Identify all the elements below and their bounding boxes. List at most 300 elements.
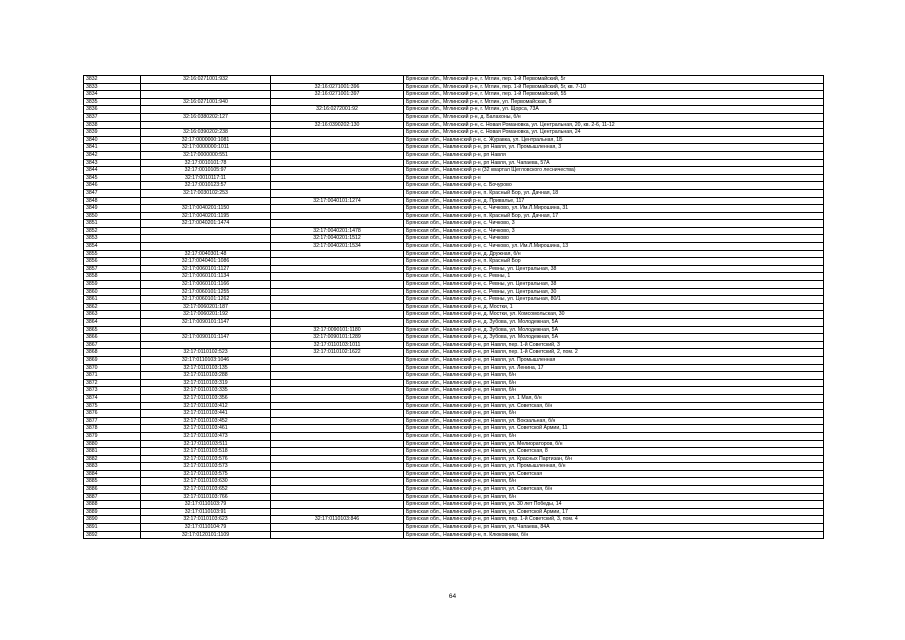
- cell-cadastral-number: 32:17:0110103:356: [141, 394, 271, 402]
- table-row: [84, 516, 824, 524]
- cell-cadastral-number: 32:17:0110103:623: [141, 516, 271, 524]
- cell-row-number: 3887: [84, 493, 141, 501]
- table-row: [84, 493, 824, 501]
- table-row: [84, 524, 824, 532]
- cell-linked-cadastral-number: [271, 508, 404, 516]
- cell-cadastral-number: [141, 243, 271, 251]
- table-row: [84, 151, 824, 159]
- cell-cadastral-number: 32:16:0380202:127: [141, 113, 271, 121]
- table-row: [84, 83, 824, 91]
- cell-address: Брянская обл., Мглинский р-н, с. Новая Романовка, ул. Центральная, 24: [404, 129, 824, 137]
- cell-address: Брянская обл., Мглинский р-н, г. Мглин, ул. Щорса, 73А: [404, 106, 824, 114]
- cell-linked-cadastral-number: [271, 387, 404, 395]
- cell-cadastral-number: 32:17:0110103:573: [141, 463, 271, 471]
- cell-cadastral-number: 32:16:0390202:238: [141, 129, 271, 137]
- cell-row-number: 3837: [84, 113, 141, 121]
- cell-row-number: 3861: [84, 296, 141, 304]
- table-row: [84, 425, 824, 433]
- table-row: [84, 227, 824, 235]
- cell-row-number: 3880: [84, 440, 141, 448]
- cell-linked-cadastral-number: [271, 493, 404, 501]
- cell-address: Брянская обл., Навлинский р-н, рп Навля, ул. Вокзальная, б/н: [404, 417, 824, 425]
- cell-row-number: 3832: [84, 76, 141, 84]
- cell-cadastral-number: 32:17:0040201:1150: [141, 205, 271, 213]
- cell-linked-cadastral-number: [271, 432, 404, 440]
- cell-row-number: 3891: [84, 524, 141, 532]
- cell-row-number: 3871: [84, 372, 141, 380]
- cell-address: Брянская обл., Навлинский р-н, д. Дружная, б/н: [404, 250, 824, 258]
- cell-address: Брянская обл., Навлинский р-н, рп Навля, ул. Мелиораторов, б/н: [404, 440, 824, 448]
- cell-cadastral-number: 32:17:0110103:652: [141, 486, 271, 494]
- cell-address: Брянская обл., Навлинский р-н, п. Красный Бор, ул. Дачная, 18: [404, 189, 824, 197]
- cell-cadastral-number: 32:17:0060101:1134: [141, 273, 271, 281]
- cell-row-number: 3882: [84, 455, 141, 463]
- table-row: [84, 463, 824, 471]
- cell-linked-cadastral-number: [271, 258, 404, 266]
- cell-cadastral-number: 32:17:0090101:1147: [141, 319, 271, 327]
- cell-cadastral-number: 32:17:0060201:192: [141, 311, 271, 319]
- cell-address: Брянская обл., Навлинский р-н, рп Навля, ул. Промышленная, 3: [404, 144, 824, 152]
- cell-address: Брянская обл., Навлинский р-н, с. Чичково: [404, 235, 824, 243]
- table-row: [84, 387, 824, 395]
- table-row: [84, 508, 824, 516]
- table-row: [84, 281, 824, 289]
- cell-row-number: 3835: [84, 98, 141, 106]
- cell-cadastral-number: 32:17:0110103:575: [141, 470, 271, 478]
- cell-address: Брянская обл., Навлинский р-н, рп Навля, б/н: [404, 493, 824, 501]
- table-row: [84, 273, 824, 281]
- table-row: [84, 311, 824, 319]
- cell-row-number: 3854: [84, 243, 141, 251]
- cell-row-number: 3889: [84, 508, 141, 516]
- table-row: [84, 319, 824, 327]
- cell-address: Брянская обл., Навлинский р-н, рп Навля, ул. Советская: [404, 470, 824, 478]
- table-row: [84, 288, 824, 296]
- cell-row-number: 3845: [84, 174, 141, 182]
- cell-linked-cadastral-number: [271, 470, 404, 478]
- cell-row-number: 3836: [84, 106, 141, 114]
- cell-address: Брянская обл., Навлинский р-н, рп Навля, ул. 1 Мая, б/н: [404, 394, 824, 402]
- cell-cadastral-number: [141, 106, 271, 114]
- table-row: [84, 250, 824, 258]
- cell-cadastral-number: 32:17:0010117:11: [141, 174, 271, 182]
- cell-row-number: 3875: [84, 402, 141, 410]
- cell-address: Брянская обл., Навлинский р-н, д. Зубова, ул. Молодежная, 5А: [404, 334, 824, 342]
- table-row: [84, 243, 824, 251]
- cell-linked-cadastral-number: [271, 478, 404, 486]
- cell-row-number: 3849: [84, 205, 141, 213]
- cell-row-number: 3884: [84, 470, 141, 478]
- cell-linked-cadastral-number: 32:17:0040201:1512: [271, 235, 404, 243]
- cell-linked-cadastral-number: 32:16:0272001:92: [271, 106, 404, 114]
- cell-address: Брянская обл., Навлинский р-н, рп Навля, пер. 1-й Советский, 3, пом. 4: [404, 516, 824, 524]
- cell-linked-cadastral-number: [271, 265, 404, 273]
- table-row: [84, 144, 824, 152]
- cell-linked-cadastral-number: 32:17:0040201:1478: [271, 227, 404, 235]
- cell-cadastral-number: [141, 235, 271, 243]
- cell-linked-cadastral-number: 32:17:0110103:846: [271, 516, 404, 524]
- table-row: [84, 402, 824, 410]
- cell-address: Брянская обл., Навлинский р-н, с. Ревны, 1: [404, 273, 824, 281]
- cell-cadastral-number: 32:17:0060101:1166: [141, 281, 271, 289]
- cell-address: Брянская обл., Навлинский р-н, д. Зубова, ул. Молодежная, 5А: [404, 326, 824, 334]
- cell-cadastral-number: [141, 83, 271, 91]
- cell-linked-cadastral-number: [271, 303, 404, 311]
- cell-address: Брянская обл., Навлинский р-н, п. Клюковники, б/н: [404, 531, 824, 539]
- cell-row-number: 3846: [84, 182, 141, 190]
- cell-row-number: 3833: [84, 83, 141, 91]
- cell-address: Брянская обл., Навлинский р-н, с. Чичково, 3: [404, 220, 824, 228]
- cell-linked-cadastral-number: [271, 151, 404, 159]
- cell-address: Брянская обл., Навлинский р-н, д. Привалье, 117: [404, 197, 824, 205]
- table-row: [84, 440, 824, 448]
- cell-cadastral-number: [141, 121, 271, 129]
- cell-cadastral-number: 32:17:0110103:452: [141, 417, 271, 425]
- cell-address: Брянская обл., Навлинский р-н, п. Красный Бор, ул. Дачная, 17: [404, 212, 824, 220]
- table-row: [84, 531, 824, 539]
- cell-address: Брянская обл., Навлинский р-н, п. Красный Бор: [404, 258, 824, 266]
- table-row: [84, 448, 824, 456]
- cell-row-number: 3890: [84, 516, 141, 524]
- cell-address: Брянская обл., Навлинский р-н, рп Навля, ул. Советская, б/н: [404, 486, 824, 494]
- cell-address: Брянская обл., Навлинский р-н (32 квартал Щегловского лесничества): [404, 167, 824, 175]
- cell-cadastral-number: 32:17:0110103:135: [141, 364, 271, 372]
- cell-linked-cadastral-number: [271, 220, 404, 228]
- cell-linked-cadastral-number: [271, 402, 404, 410]
- cell-row-number: 3856: [84, 258, 141, 266]
- cell-linked-cadastral-number: [271, 319, 404, 327]
- cell-linked-cadastral-number: [271, 98, 404, 106]
- cell-row-number: 3864: [84, 319, 141, 327]
- cell-address: Брянская обл., Навлинский р-н, с. Чичково, ул. Им.Л.Мирошина, 31: [404, 205, 824, 213]
- cell-row-number: 3872: [84, 379, 141, 387]
- cell-row-number: 3842: [84, 151, 141, 159]
- cell-row-number: 3877: [84, 417, 141, 425]
- cell-linked-cadastral-number: 32:17:0090101:1289: [271, 334, 404, 342]
- cell-row-number: 3857: [84, 265, 141, 273]
- table-row: [84, 356, 824, 364]
- cell-row-number: 3868: [84, 349, 141, 357]
- cell-linked-cadastral-number: [271, 379, 404, 387]
- cell-cadastral-number: 32:17:0040401:1086: [141, 258, 271, 266]
- cell-address: Брянская обл., Навлинский р-н, рп Навля: [404, 151, 824, 159]
- cell-cadastral-number: 32:17:0110104:79: [141, 524, 271, 532]
- cell-address: Брянская обл., Навлинский р-н, рп Навля, пер. 1-й Советский, 2, пом. 2: [404, 349, 824, 357]
- cell-address: Брянская обл., Мглинский р-н, д. Балахоны, б/н: [404, 113, 824, 121]
- cell-linked-cadastral-number: [271, 311, 404, 319]
- cell-cadastral-number: 32:17:0110103:576: [141, 455, 271, 463]
- cell-cadastral-number: 32:17:0030102:253: [141, 189, 271, 197]
- table-row: [84, 159, 824, 167]
- cell-address: Брянская обл., Навлинский р-н, с. Ревны, ул. Центральная, 38: [404, 265, 824, 273]
- table-row: [84, 174, 824, 182]
- table-row: [84, 296, 824, 304]
- cell-cadastral-number: [141, 227, 271, 235]
- table-body: [84, 76, 824, 539]
- cell-linked-cadastral-number: 32:17:0090101:1180: [271, 326, 404, 334]
- table-row: [84, 372, 824, 380]
- table-row: [84, 98, 824, 106]
- cell-linked-cadastral-number: 32:17:0110102:1622: [271, 349, 404, 357]
- cell-cadastral-number: 32:17:0110103:335: [141, 387, 271, 395]
- cell-address: Брянская обл., Навлинский р-н, рп Навля, ул. Ленина, 17: [404, 364, 824, 372]
- cell-address: Брянская обл., Мглинский р-н, с. Новая Романовка, ул. Центральная, 20, кв. 2-6, 11-12: [404, 121, 824, 129]
- cell-linked-cadastral-number: [271, 448, 404, 456]
- table-row: [84, 76, 824, 84]
- cell-address: Брянская обл., Навлинский р-н: [404, 174, 824, 182]
- cell-row-number: 3892: [84, 531, 141, 539]
- cell-row-number: 3885: [84, 478, 141, 486]
- cell-linked-cadastral-number: [271, 356, 404, 364]
- cell-row-number: 3874: [84, 394, 141, 402]
- cell-address: Брянская обл., Навлинский р-н, рп Навля, б/н: [404, 410, 824, 418]
- cell-row-number: 3843: [84, 159, 141, 167]
- cell-cadastral-number: 32:17:0010101:78: [141, 159, 271, 167]
- table-row: [84, 501, 824, 509]
- table-row: [84, 167, 824, 175]
- cell-cadastral-number: 32:17:0110103:319: [141, 379, 271, 387]
- cell-address: Брянская обл., Навлинский р-н, рп Навля, б/н: [404, 372, 824, 380]
- cell-row-number: 3859: [84, 281, 141, 289]
- cell-address: Брянская обл., Навлинский р-н, рп Навля, б/н: [404, 379, 824, 387]
- cell-linked-cadastral-number: [271, 372, 404, 380]
- cell-linked-cadastral-number: 32:17:0110103:1011: [271, 341, 404, 349]
- cell-row-number: 3873: [84, 387, 141, 395]
- cell-address: Брянская обл., Мглинский р-н, г. Мглин, пер. 1-й Первомайский, 5г: [404, 76, 824, 84]
- cell-cadastral-number: 32:17:0000000:1011: [141, 144, 271, 152]
- table-row: [84, 417, 824, 425]
- cell-linked-cadastral-number: [271, 501, 404, 509]
- table-row: [84, 303, 824, 311]
- cell-linked-cadastral-number: 32:17:0040201:1534: [271, 243, 404, 251]
- cell-row-number: 3881: [84, 448, 141, 456]
- cell-address: Брянская обл., Навлинский р-н, рп Навля, ул. 30 лет Победы, 14: [404, 501, 824, 509]
- cell-row-number: 3848: [84, 197, 141, 205]
- cell-row-number: 3844: [84, 167, 141, 175]
- cell-row-number: 3865: [84, 326, 141, 334]
- cell-address: Брянская обл., Навлинский р-н, рп Навля, ул. Советская, б/н: [404, 402, 824, 410]
- cell-address: Брянская обл., Навлинский р-н, с. Ревны, ул. Центральная, 38: [404, 281, 824, 289]
- cell-cadastral-number: [141, 91, 271, 99]
- cell-row-number: 3879: [84, 432, 141, 440]
- cell-row-number: 3853: [84, 235, 141, 243]
- table-row: [84, 394, 824, 402]
- cell-address: Брянская обл., Навлинский р-н, с. Журавка, ул. Центральная, 1Б: [404, 136, 824, 144]
- cell-address: Брянская обл., Навлинский р-н, д. Мостки, 1: [404, 303, 824, 311]
- cell-linked-cadastral-number: [271, 174, 404, 182]
- cell-linked-cadastral-number: [271, 364, 404, 372]
- cell-linked-cadastral-number: [271, 394, 404, 402]
- cell-cadastral-number: 32:17:0110103:766: [141, 493, 271, 501]
- cell-row-number: 3858: [84, 273, 141, 281]
- table-row: [84, 410, 824, 418]
- table-row: [84, 205, 824, 213]
- cell-cadastral-number: 32:17:0110103:412: [141, 402, 271, 410]
- cell-linked-cadastral-number: [271, 288, 404, 296]
- cell-linked-cadastral-number: 32:16:0271001:397: [271, 91, 404, 99]
- cell-cadastral-number: 32:17:0110103:288: [141, 372, 271, 380]
- cell-address: Брянская обл., Навлинский р-н, рп Навля, ул. Промышленная, б/н: [404, 463, 824, 471]
- cell-linked-cadastral-number: [271, 281, 404, 289]
- cell-linked-cadastral-number: [271, 205, 404, 213]
- cell-row-number: 3869: [84, 356, 141, 364]
- cell-linked-cadastral-number: 32:17:0040101:1274: [271, 197, 404, 205]
- cell-row-number: 3866: [84, 334, 141, 342]
- cell-linked-cadastral-number: [271, 463, 404, 471]
- cell-address: Брянская обл., Навлинский р-н, рп Навля, ул. Промышленная: [404, 356, 824, 364]
- cell-linked-cadastral-number: [271, 212, 404, 220]
- table-row: [84, 113, 824, 121]
- cell-cadastral-number: 32:17:0060201:187: [141, 303, 271, 311]
- cell-row-number: 3847: [84, 189, 141, 197]
- cell-cadastral-number: 32:17:0110103:473: [141, 432, 271, 440]
- table-row: [84, 182, 824, 190]
- cell-address: Брянская обл., Мглинский р-н, г. Мглин, пер. 1-й Первомайский, 55: [404, 91, 824, 99]
- cell-row-number: 3850: [84, 212, 141, 220]
- table-row: [84, 91, 824, 99]
- cell-row-number: 3883: [84, 463, 141, 471]
- records-table: [83, 75, 824, 539]
- cell-address: Брянская обл., Навлинский р-н, рп Навля, ул. Красных Партизан, б/н: [404, 455, 824, 463]
- cell-cadastral-number: 32:16:0271001:932: [141, 76, 271, 84]
- table-row: [84, 334, 824, 342]
- cell-row-number: 3841: [84, 144, 141, 152]
- cell-linked-cadastral-number: [271, 410, 404, 418]
- cell-row-number: 3886: [84, 486, 141, 494]
- cell-address: Брянская обл., Навлинский р-н, с. Ревны, ул. Центральная, 30: [404, 288, 824, 296]
- cell-address: Брянская обл., Навлинский р-н, с. Чичково, 3: [404, 227, 824, 235]
- cell-row-number: 3840: [84, 136, 141, 144]
- cell-cadastral-number: 32:17:0060101:1255: [141, 288, 271, 296]
- cell-linked-cadastral-number: [271, 455, 404, 463]
- cell-row-number: 3855: [84, 250, 141, 258]
- cell-linked-cadastral-number: [271, 273, 404, 281]
- cell-linked-cadastral-number: [271, 296, 404, 304]
- table-row: [84, 341, 824, 349]
- cell-cadastral-number: 32:17:0040301:48: [141, 250, 271, 258]
- cell-address: Брянская обл., Мглинский р-н, г. Мглин, ул. Первомайская, 8: [404, 98, 824, 106]
- cell-linked-cadastral-number: [271, 440, 404, 448]
- cell-linked-cadastral-number: [271, 250, 404, 258]
- table-row: [84, 197, 824, 205]
- cell-row-number: 3870: [84, 364, 141, 372]
- cell-row-number: 3867: [84, 341, 141, 349]
- cell-address: Брянская обл., Навлинский р-н, с. Чичково, ул. Им.Л.Мирошина, 13: [404, 243, 824, 251]
- table-row: [84, 379, 824, 387]
- cell-linked-cadastral-number: [271, 159, 404, 167]
- cell-address: Брянская обл., Навлинский р-н, рп Навля, ул. Советской Армии, 17: [404, 508, 824, 516]
- cell-row-number: 3851: [84, 220, 141, 228]
- cell-cadastral-number: 32:17:0040201:1474: [141, 220, 271, 228]
- table-row: [84, 486, 824, 494]
- cell-cadastral-number: 32:17:0090101:1147: [141, 334, 271, 342]
- table-row: [84, 129, 824, 137]
- cell-address: Брянская обл., Навлинский р-н, рп Навля, б/н: [404, 478, 824, 486]
- cell-row-number: 3876: [84, 410, 141, 418]
- cell-cadastral-number: [141, 341, 271, 349]
- cell-cadastral-number: 32:17:0000000:1081: [141, 136, 271, 144]
- cell-linked-cadastral-number: [271, 417, 404, 425]
- cell-cadastral-number: 32:17:0110103:441: [141, 410, 271, 418]
- cell-linked-cadastral-number: 32:16:0390202:130: [271, 121, 404, 129]
- cell-address: Брянская обл., Навлинский р-н, рп Навля, ул. Чапаева, 84А: [404, 524, 824, 532]
- table-row: [84, 121, 824, 129]
- cell-linked-cadastral-number: [271, 524, 404, 532]
- cell-cadastral-number: 32:17:0110102:523: [141, 349, 271, 357]
- cell-linked-cadastral-number: [271, 129, 404, 137]
- cell-linked-cadastral-number: [271, 167, 404, 175]
- cell-cadastral-number: 32:17:0110103:518: [141, 448, 271, 456]
- cell-address: Брянская обл., Мглинский р-н, г. Мглин, пер. 1-й Первомайский, 5г, кв. 7-10: [404, 83, 824, 91]
- cell-linked-cadastral-number: [271, 531, 404, 539]
- table-row: [84, 478, 824, 486]
- cell-row-number: 3839: [84, 129, 141, 137]
- cell-cadastral-number: [141, 326, 271, 334]
- page-number: 64: [448, 593, 457, 600]
- cell-address: Брянская обл., Навлинский р-н, д. Зубова, ул. Молодежная, 5А: [404, 319, 824, 327]
- table-row: [84, 106, 824, 114]
- cell-linked-cadastral-number: [271, 425, 404, 433]
- table-row: [84, 470, 824, 478]
- cell-linked-cadastral-number: [271, 113, 404, 121]
- cell-row-number: 3852: [84, 227, 141, 235]
- cell-row-number: 3860: [84, 288, 141, 296]
- cell-row-number: 3834: [84, 91, 141, 99]
- cell-row-number: 3862: [84, 303, 141, 311]
- cell-cadastral-number: 32:17:0120101:1109: [141, 531, 271, 539]
- cell-address: Брянская обл., Навлинский р-н, с. Ревны, ул. Центральная, 80/1: [404, 296, 824, 304]
- cell-cadastral-number: 32:17:0110103:91: [141, 508, 271, 516]
- table-row: [84, 235, 824, 243]
- cell-address: Брянская обл., Навлинский р-н, рп Навля, пер. 1-й Советский, 3: [404, 341, 824, 349]
- cell-linked-cadastral-number: [271, 189, 404, 197]
- cell-cadastral-number: 32:17:0060101:1262: [141, 296, 271, 304]
- cell-cadastral-number: 32:17:0000000:551: [141, 151, 271, 159]
- cell-cadastral-number: 32:17:0110103:630: [141, 478, 271, 486]
- cell-row-number: 3863: [84, 311, 141, 319]
- table-row: [84, 364, 824, 372]
- cell-cadastral-number: 32:17:0010123:57: [141, 182, 271, 190]
- cell-address: Брянская обл., Навлинский р-н, с. Бочурово: [404, 182, 824, 190]
- table-row: [84, 220, 824, 228]
- table-row: [84, 455, 824, 463]
- table-row: [84, 349, 824, 357]
- cell-cadastral-number: [141, 197, 271, 205]
- cell-address: Брянская обл., Навлинский р-н, рп Навля, ул. Советской Армии, 11: [404, 425, 824, 433]
- cell-address: Брянская обл., Навлинский р-н, рп Навля, ул. Советская, 8: [404, 448, 824, 456]
- cell-linked-cadastral-number: 32:16:0271001:396: [271, 83, 404, 91]
- cell-cadastral-number: 32:17:0040201:1195: [141, 212, 271, 220]
- cell-linked-cadastral-number: [271, 486, 404, 494]
- table-row: [84, 432, 824, 440]
- cell-address: Брянская обл., Навлинский р-н, рп Навля, ул. Чапаева, 57А: [404, 159, 824, 167]
- cell-cadastral-number: 32:17:0110103:461: [141, 425, 271, 433]
- cell-cadastral-number: 32:17:0110103:79: [141, 501, 271, 509]
- table-row: [84, 212, 824, 220]
- cell-linked-cadastral-number: [271, 144, 404, 152]
- cell-linked-cadastral-number: [271, 136, 404, 144]
- table-row: [84, 258, 824, 266]
- cell-cadastral-number: 32:17:0110103:1046: [141, 356, 271, 364]
- cell-address: Брянская обл., Навлинский р-н, рп Навля, б/н: [404, 432, 824, 440]
- cell-linked-cadastral-number: [271, 76, 404, 84]
- cell-row-number: 3888: [84, 501, 141, 509]
- cell-linked-cadastral-number: [271, 182, 404, 190]
- cell-cadastral-number: 32:17:0010105:97: [141, 167, 271, 175]
- cell-cadastral-number: 32:16:0271001:940: [141, 98, 271, 106]
- cell-row-number: 3838: [84, 121, 141, 129]
- cell-cadastral-number: 32:17:0110103:511: [141, 440, 271, 448]
